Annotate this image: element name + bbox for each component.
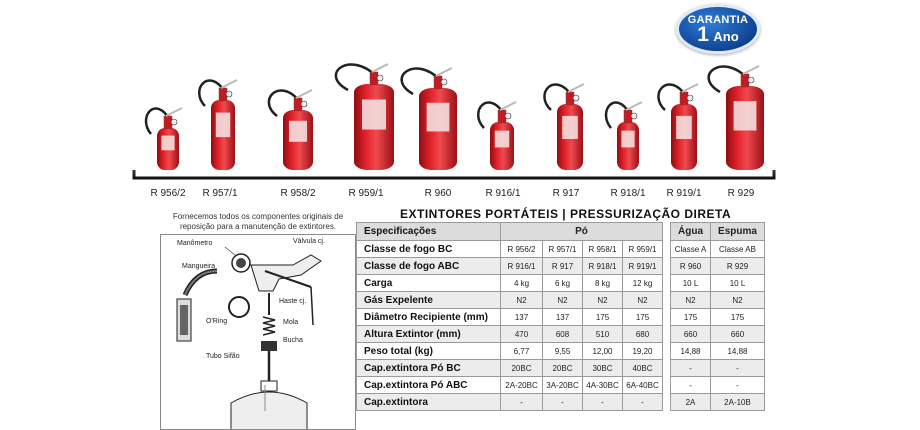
model-label: R 917 <box>552 188 580 199</box>
row-label: Peso total (kg) <box>357 343 501 360</box>
part-label-oring: O'Ring <box>206 318 228 325</box>
cell-espuma: - <box>711 377 765 394</box>
extinguisher-4 <box>336 64 394 170</box>
cell-agua: 2A <box>671 394 711 411</box>
extinguisher-10 <box>709 66 764 170</box>
column-gap <box>663 223 671 241</box>
oring-drawing <box>229 297 249 317</box>
cell-po: 12 kg <box>623 275 663 292</box>
warranty-unit: Ano <box>713 29 739 44</box>
row-label: Altura Extintor (mm) <box>357 326 501 343</box>
extinguisher-1 <box>146 108 182 170</box>
cell-po: 9,55 <box>543 343 583 360</box>
cell-agua: 175 <box>671 309 711 326</box>
cell-po: R 959/1 <box>623 241 663 258</box>
cell-po: 6 kg <box>543 275 583 292</box>
table-row <box>357 258 765 275</box>
table-row <box>357 309 765 326</box>
cell-po: 19,20 <box>623 343 663 360</box>
row-label: Cap.extintora Pó ABC <box>357 377 501 394</box>
row-label: Classe de fogo BC <box>357 241 501 258</box>
cell-po: 3A-20BC <box>543 377 583 394</box>
cell-po: R 958/1 <box>583 241 623 258</box>
column-gap <box>663 241 671 258</box>
cell-po: 608 <box>543 326 583 343</box>
cell-po: 470 <box>501 326 543 343</box>
cell-po: 40BC <box>623 360 663 377</box>
cell-po: 137 <box>543 309 583 326</box>
column-gap <box>663 343 671 360</box>
row-label: Gás Expelente <box>357 292 501 309</box>
cell-po: 2A-20BC <box>501 377 543 394</box>
cell-agua: N2 <box>671 292 711 309</box>
row-label: Cap.extintora <box>357 394 501 411</box>
model-label: R 956/2 <box>150 188 186 199</box>
extinguisher-2 <box>199 80 237 170</box>
cell-po: 8 kg <box>583 275 623 292</box>
model-label: R 958/2 <box>280 188 316 199</box>
cell-espuma: 10 L <box>711 275 765 292</box>
warranty-number: 1 <box>697 23 709 46</box>
extinguisher-9 <box>658 84 698 170</box>
cell-po: N2 <box>583 292 623 309</box>
table-title: EXTINTORES PORTÁTEIS | PRESSURIZAÇÃO DIRETA <box>400 207 732 221</box>
table-row <box>357 241 765 258</box>
parts-diagram <box>160 234 356 430</box>
column-gap <box>663 377 671 394</box>
cell-agua: 660 <box>671 326 711 343</box>
cell-po: 680 <box>623 326 663 343</box>
extinguisher-3 <box>269 90 313 170</box>
extinguisher-8 <box>606 102 642 170</box>
cell-po: R 918/1 <box>583 258 623 275</box>
extinguisher-lineup <box>0 0 920 200</box>
cell-po: N2 <box>623 292 663 309</box>
model-label: R 929 <box>727 188 755 199</box>
cell-po: 20BC <box>543 360 583 377</box>
cell-po: N2 <box>543 292 583 309</box>
cell-po: R 917 <box>543 258 583 275</box>
part-label-mola: Mola <box>283 319 299 326</box>
cell-po: 6,77 <box>501 343 543 360</box>
header-spec: Especificações <box>357 223 501 241</box>
cell-po: N2 <box>501 292 543 309</box>
cell-po: 6A-40BC <box>623 377 663 394</box>
display-shelf <box>134 170 774 178</box>
table-row <box>357 292 765 309</box>
model-label: R 957/1 <box>202 188 238 199</box>
parts-note: Fornecemos todos os componentes originais de reposição para a manutenção de extintores. <box>172 212 344 231</box>
cell-po: 30BC <box>583 360 623 377</box>
cell-agua: R 960 <box>671 258 711 275</box>
model-label: R 960 <box>424 188 452 199</box>
cell-po: R 919/1 <box>623 258 663 275</box>
table-row <box>357 326 765 343</box>
valve-drawing <box>251 255 321 291</box>
extinguisher-7 <box>544 84 584 170</box>
part-label-mangueira: Mangueira <box>182 263 216 270</box>
cell-po: 175 <box>583 309 623 326</box>
cell-espuma: 2A-10B <box>711 394 765 411</box>
spec-table <box>356 222 765 411</box>
cell-po: 137 <box>501 309 543 326</box>
cell-espuma: 14,88 <box>711 343 765 360</box>
part-label-bucha: Bucha <box>283 337 303 344</box>
cylinder-top-drawing <box>231 392 307 429</box>
column-gap <box>663 258 671 275</box>
model-label: R 918/1 <box>610 188 646 199</box>
cell-agua: 10 L <box>671 275 711 292</box>
cell-po: 4A-30BC <box>583 377 623 394</box>
cell-espuma: R 929 <box>711 258 765 275</box>
cell-po: 12,00 <box>583 343 623 360</box>
header-po: Pó <box>501 223 663 241</box>
model-label: R 919/1 <box>666 188 702 199</box>
part-label-tubo-sifao: Tubo Sifão <box>206 353 240 360</box>
cell-po: R 957/1 <box>543 241 583 258</box>
cell-agua: - <box>671 360 711 377</box>
cell-po: 510 <box>583 326 623 343</box>
column-gap <box>663 326 671 343</box>
table-row <box>357 360 765 377</box>
cell-po: 20BC <box>501 360 543 377</box>
spring-drawing <box>263 317 275 335</box>
part-label-manometro: Manômetro <box>177 240 213 247</box>
cell-espuma: Classe AB <box>711 241 765 258</box>
part-label-valvula: Válvula cj. <box>293 238 325 245</box>
header-espuma: Espuma <box>711 223 765 241</box>
column-gap <box>663 275 671 292</box>
cell-espuma: N2 <box>711 292 765 309</box>
row-label: Classe de fogo ABC <box>357 258 501 275</box>
bushing-drawing <box>261 341 277 351</box>
table-row <box>357 394 765 411</box>
model-label: R 916/1 <box>485 188 521 199</box>
part-label-haste: Haste cj. <box>279 298 307 305</box>
extinguisher-5 <box>402 68 457 170</box>
cell-espuma: 175 <box>711 309 765 326</box>
table-row <box>357 377 765 394</box>
cell-po: 175 <box>623 309 663 326</box>
cell-po: - <box>501 394 543 411</box>
warranty-label: GARANTIA <box>687 14 749 26</box>
cell-po: - <box>623 394 663 411</box>
cell-po: 4 kg <box>501 275 543 292</box>
cell-po: R 956/2 <box>501 241 543 258</box>
row-label: Carga <box>357 275 501 292</box>
cell-po: - <box>543 394 583 411</box>
cell-agua: - <box>671 377 711 394</box>
table-row <box>357 343 765 360</box>
extinguisher-6 <box>478 102 516 170</box>
cell-po: - <box>583 394 623 411</box>
cell-po: R 916/1 <box>501 258 543 275</box>
row-label: Diâmetro Recipiente (mm) <box>357 309 501 326</box>
table-row <box>357 275 765 292</box>
cell-agua: 14,88 <box>671 343 711 360</box>
cell-agua: Classe A <box>671 241 711 258</box>
column-gap <box>663 292 671 309</box>
cell-espuma: - <box>711 360 765 377</box>
header-agua: Água <box>671 223 711 241</box>
column-gap <box>663 394 671 411</box>
row-label: Cap.extintora Pó BC <box>357 360 501 377</box>
cell-espuma: 660 <box>711 326 765 343</box>
column-gap <box>663 360 671 377</box>
model-label: R 959/1 <box>348 188 384 199</box>
column-gap <box>663 309 671 326</box>
